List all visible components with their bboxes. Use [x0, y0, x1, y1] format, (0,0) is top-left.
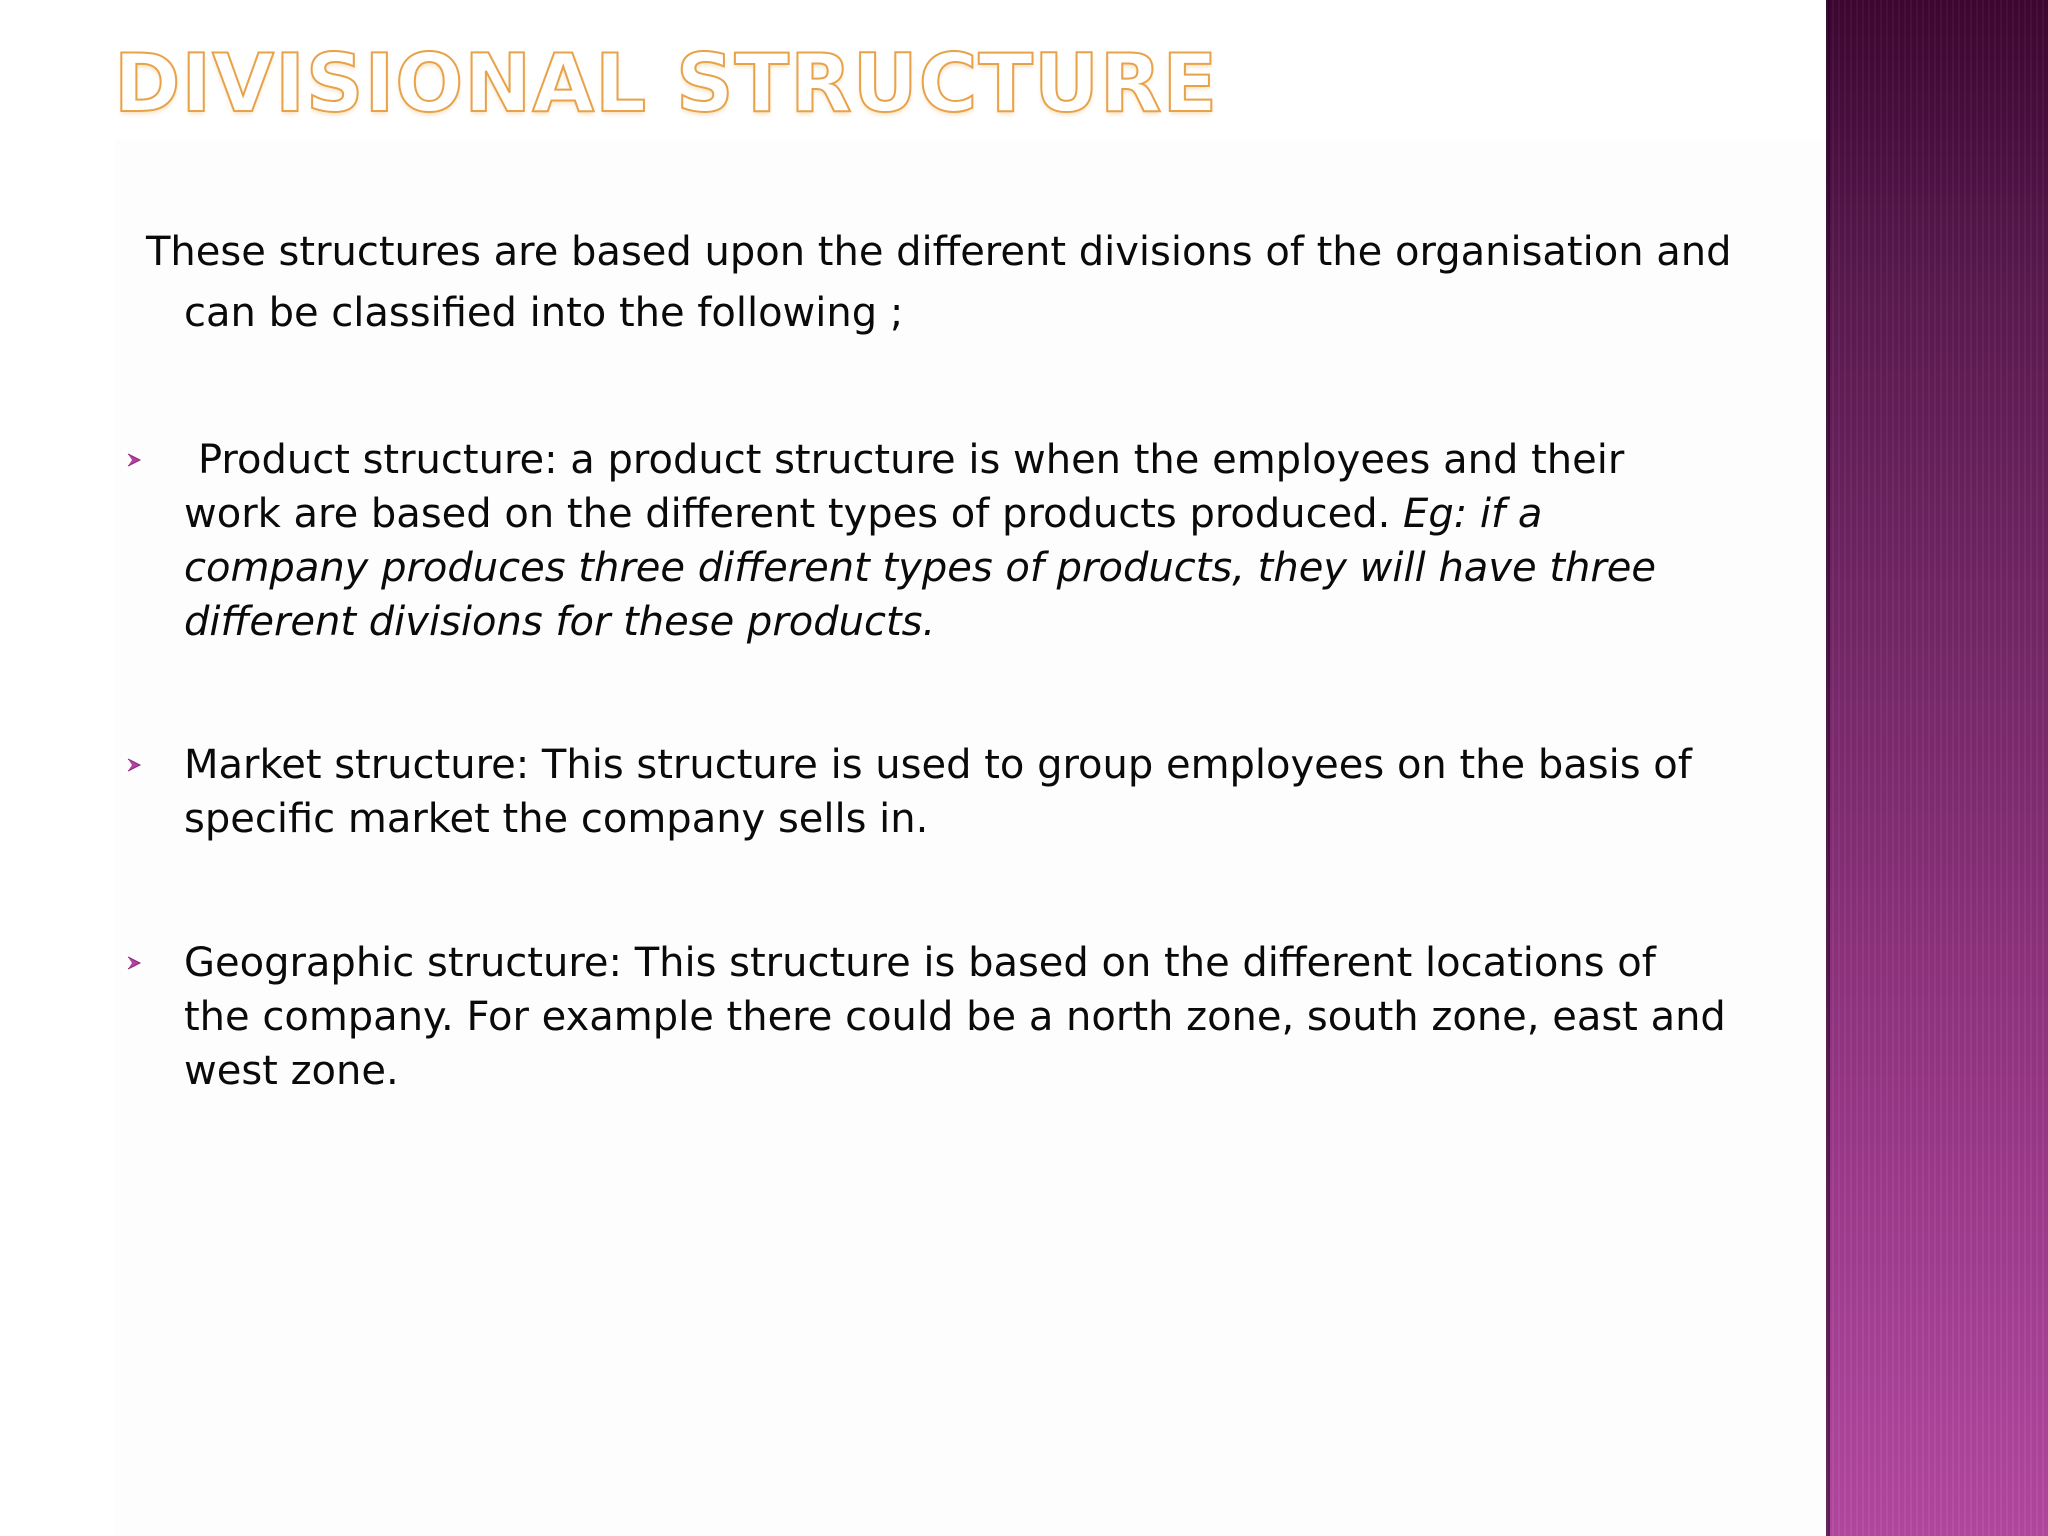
decorative-side-band [1826, 0, 2048, 1536]
intro-paragraph: These structures are based upon the different divisions of the organisation and can be classified into the following ; [146, 229, 1732, 336]
bullet-body [184, 433, 1726, 649]
bullet-geographic-structure [126, 936, 1726, 1098]
bullet-product-structure [126, 433, 1726, 649]
bullet-market-structure [126, 738, 1726, 846]
bullet-text: Geographic structure: This structure is based on the different locations of the company. For example there could be a north zone, south zone, east and west zone. [184, 940, 1726, 1094]
bullet-example: Eg: if a company produces three different types of products, they will have three different divisions for these products. [184, 491, 1657, 645]
arrow-bullet-icon [126, 955, 142, 971]
bullet-body [184, 936, 1726, 1098]
arrow-bullet-icon [126, 757, 142, 773]
bullet-text: Market structure: This structure is used to group employees on the basis of specific market the company sells in. [184, 742, 1692, 842]
bullet-text: Product structure: a product structure is when the employees and their work are based on the different types of products produced. [184, 437, 1625, 537]
arrow-bullet-icon [126, 452, 142, 468]
bullet-body [184, 738, 1726, 846]
slide-title: DIVISIONAL STRUCTURE [114, 37, 1219, 130]
